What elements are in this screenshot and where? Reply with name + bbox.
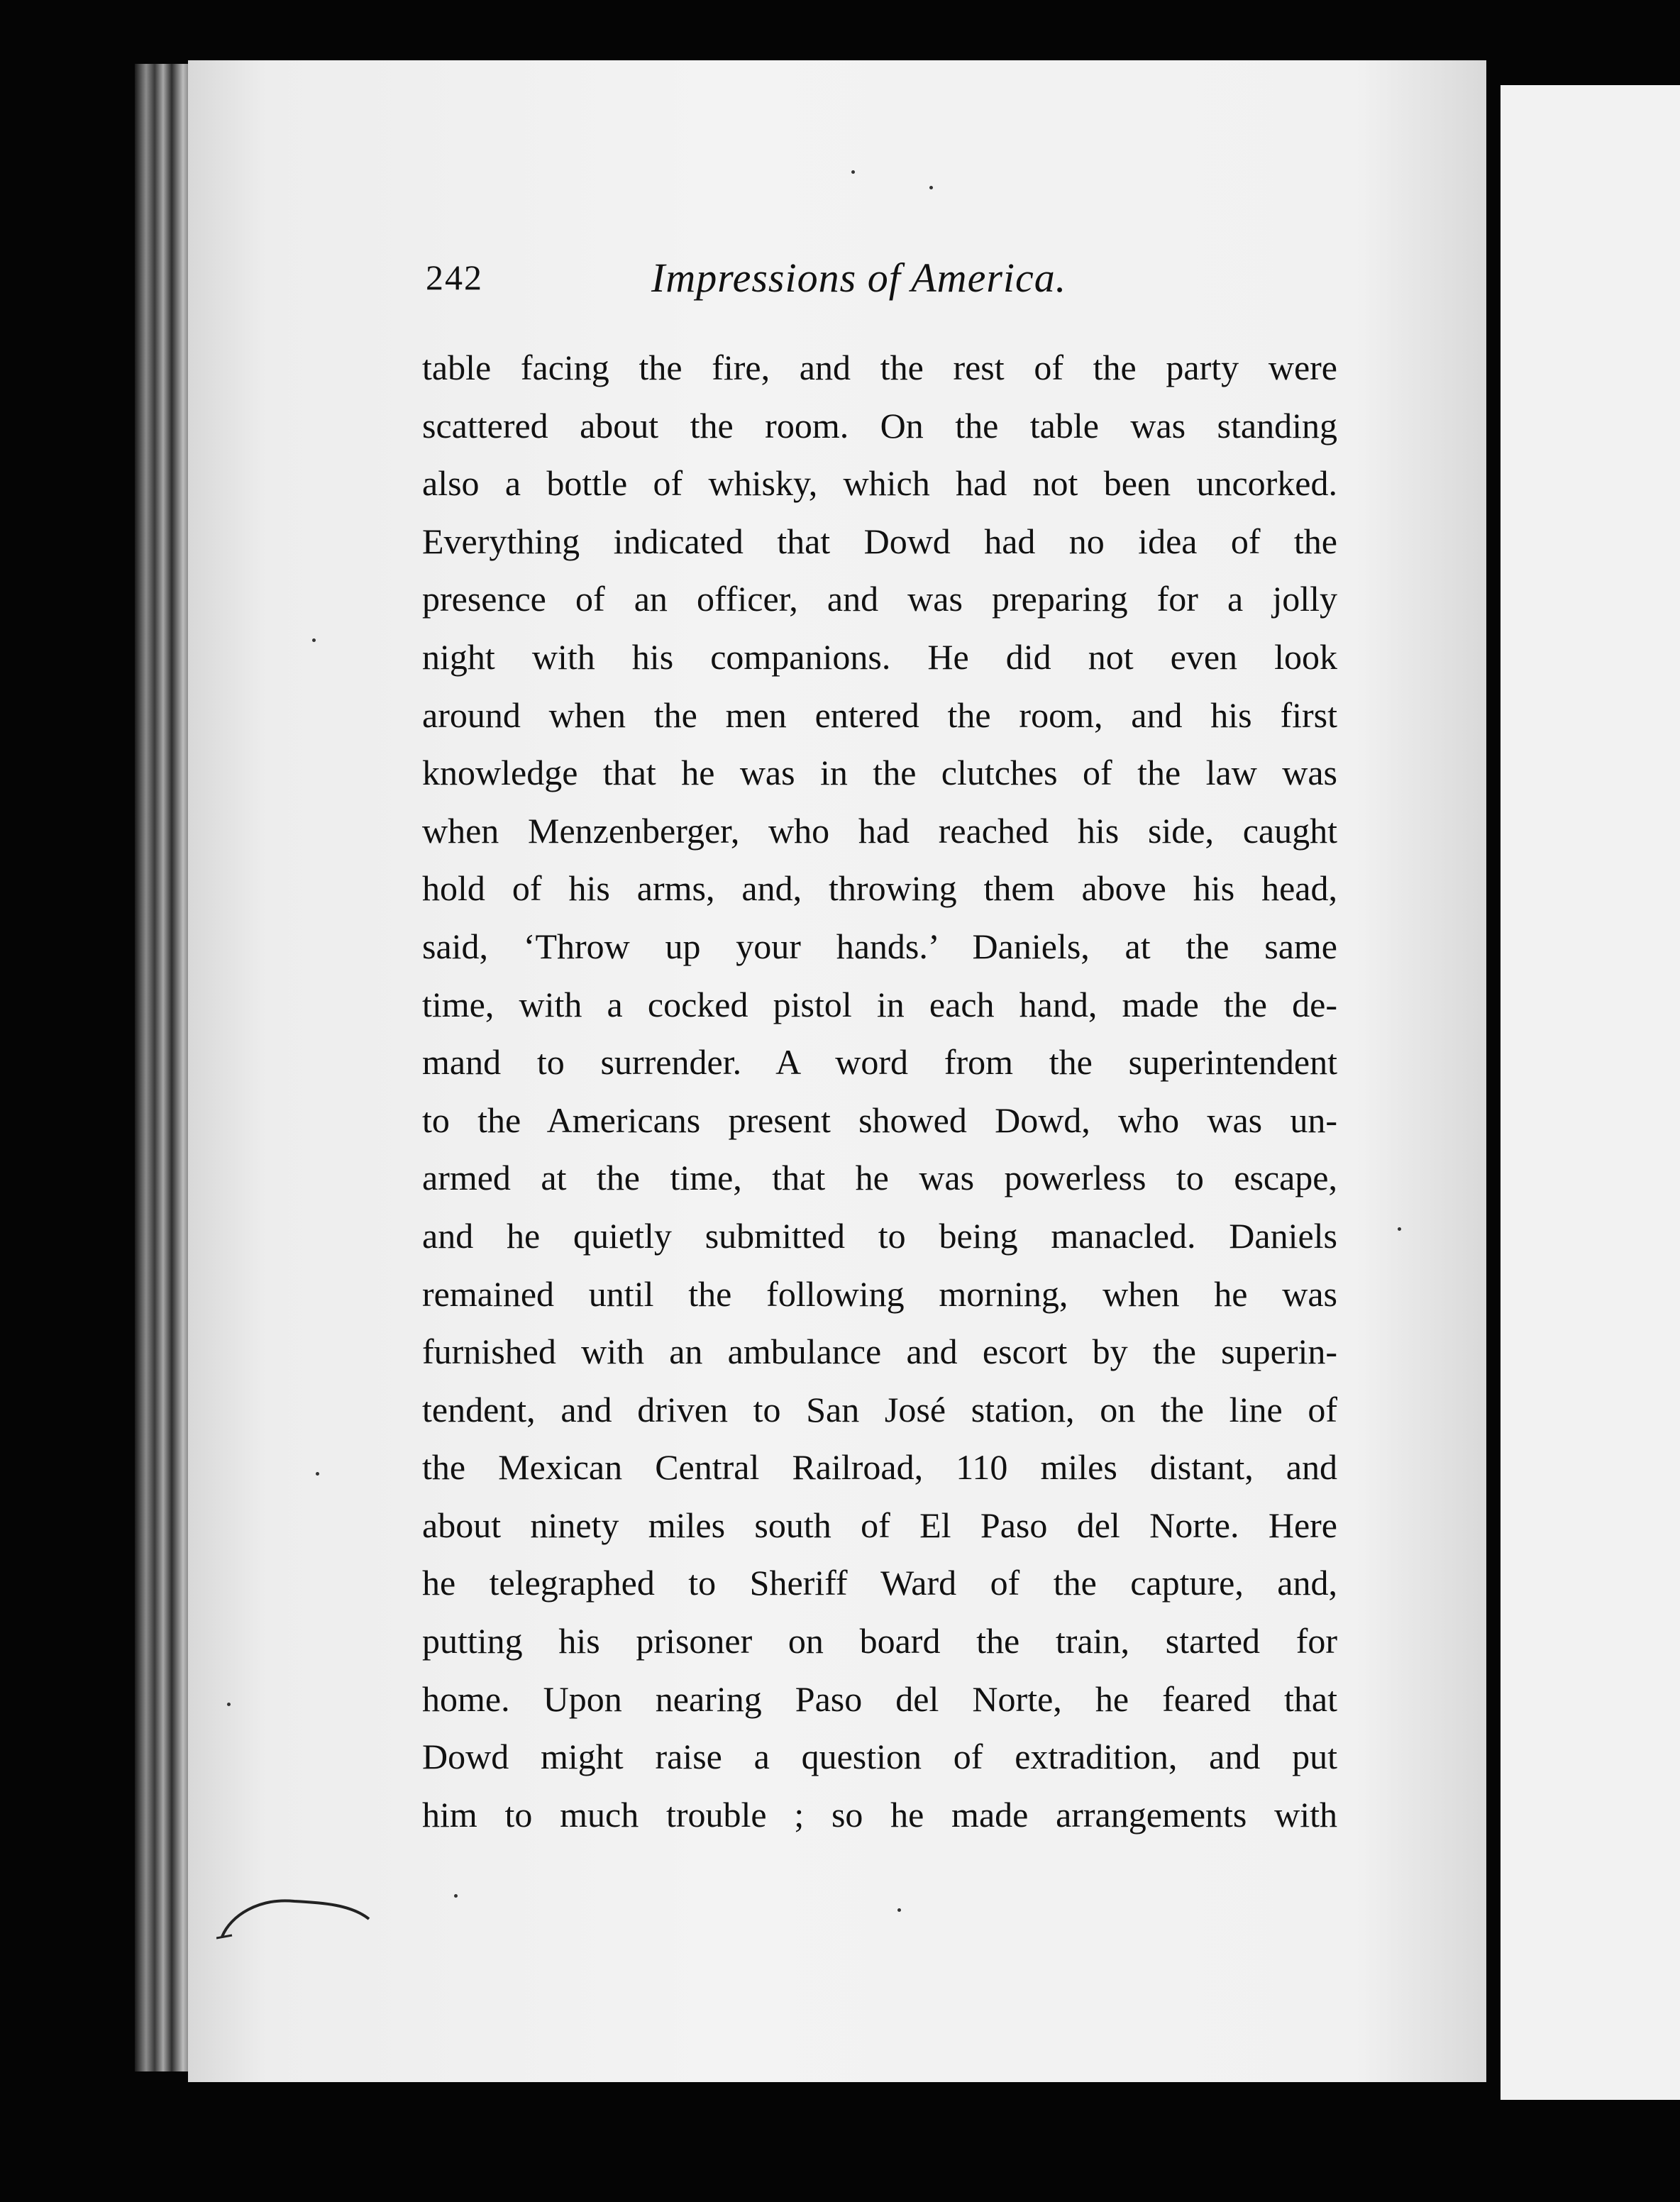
text-line: about ninety miles south of El Paso del Norte. Here — [422, 1505, 1337, 1545]
text-line: Dowd might raise a question of extradition, and put — [422, 1737, 1337, 1777]
text-line: him to much trouble ; so he made arrangements with — [422, 1794, 1337, 1835]
speck — [316, 1472, 319, 1476]
speck — [897, 1908, 901, 1912]
speck — [851, 170, 855, 174]
speck — [227, 1703, 231, 1706]
text-line: and he quietly submitted to being manacled. Daniels — [422, 1215, 1337, 1256]
body-text — [422, 339, 1337, 1844]
text-line: said, ‘Throw up your hands.’ Daniels, at the same — [422, 926, 1337, 966]
text-line: also a bottle of whisky, which had not been uncorked. — [422, 463, 1337, 504]
text-line: presence of an officer, and was preparing for a jolly — [422, 579, 1337, 619]
text-line: tendent, and driven to San José station, on the line of — [422, 1389, 1337, 1429]
text-line: when Menzenberger, who had reached his side, caught — [422, 810, 1337, 851]
text-line: scattered about the room. On the table was standing — [422, 405, 1337, 446]
text-line: time, with a cocked pistol in each hand, made the de- — [422, 984, 1337, 1024]
text-line: mand to surrender. A word from the superintendent — [422, 1042, 1337, 1083]
text-line: night with his companions. He did not even look — [422, 636, 1337, 677]
speck — [929, 186, 933, 189]
text-line: around when the men entered the room, and his first — [422, 695, 1337, 735]
text-line: to the Americans present showed Dowd, who was un- — [422, 1100, 1337, 1140]
text-line: table facing the fire, and the rest of the party were — [422, 348, 1337, 387]
text-line: home. Upon nearing Paso del Norte, he feared that — [422, 1678, 1337, 1719]
page-number: 242 — [426, 258, 483, 297]
text-line: the Mexican Central Railroad, 110 miles distant, and — [422, 1447, 1337, 1488]
facing-page — [1501, 85, 1680, 2100]
speck — [1398, 1227, 1401, 1231]
text-line: furnished with an ambulance and escort by the superin- — [422, 1332, 1337, 1372]
text-line: Everything indicated that Dowd had no idea of the — [422, 521, 1337, 561]
book-edge — [135, 64, 192, 2071]
text-line: hold of his arms, and, throwing them above his head, — [422, 868, 1337, 909]
speck — [454, 1894, 458, 1898]
speck — [312, 638, 316, 642]
text-line: knowledge that he was in the clutches of the law was — [422, 753, 1337, 793]
running-title: Impressions of America. — [651, 255, 1067, 301]
text-line: he telegraphed to Sheriff Ward of the capture, and, — [422, 1563, 1337, 1603]
text-line: putting his prisoner on board the train, started for — [422, 1621, 1337, 1661]
running-head — [426, 257, 1348, 314]
pencil-mark — [216, 1887, 380, 1944]
text-line: remained until the following morning, when he was — [422, 1273, 1337, 1314]
text-line: armed at the time, that he was powerless to escape, — [422, 1158, 1337, 1198]
